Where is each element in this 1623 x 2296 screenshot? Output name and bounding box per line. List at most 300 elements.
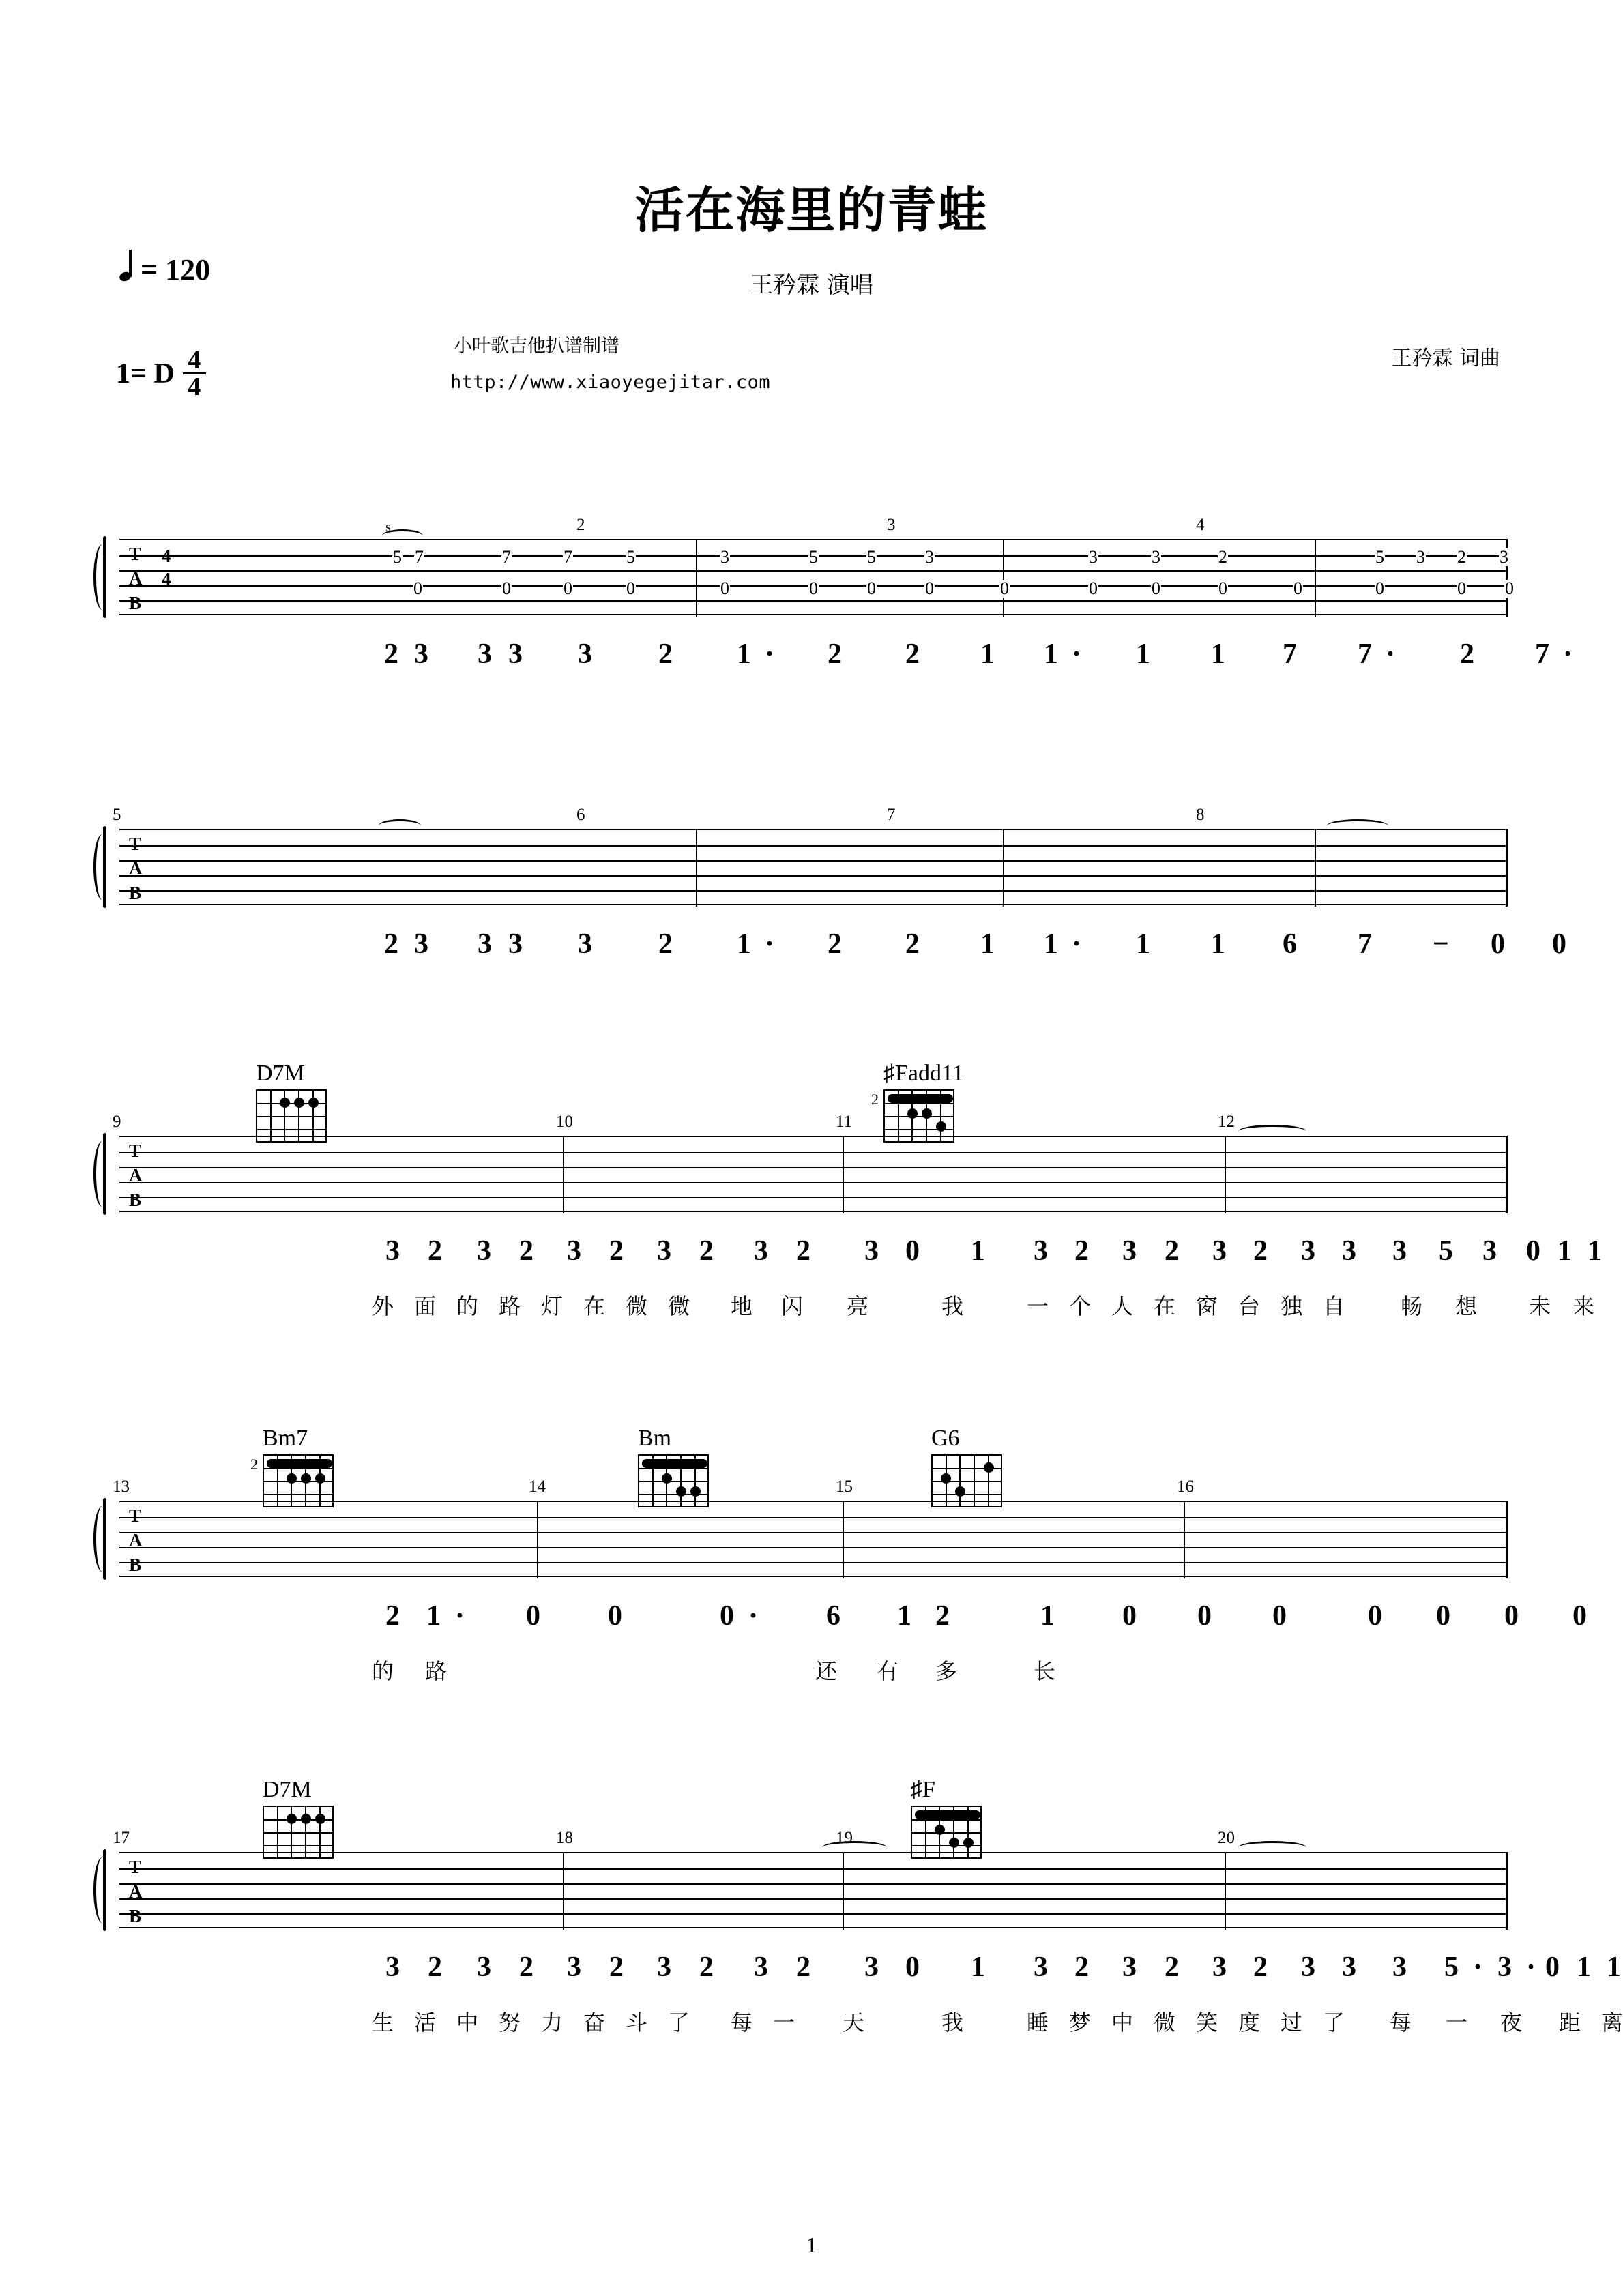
note-number: 2 bbox=[699, 1952, 714, 1983]
note-number: 3 bbox=[657, 1235, 671, 1267]
system-3 bbox=[113, 1061, 1602, 1319]
note-number: 3 bbox=[1392, 1235, 1407, 1267]
measure-number: 9 bbox=[113, 1113, 121, 1131]
lyric-syllable: 离 bbox=[1601, 2010, 1623, 2035]
system-brace bbox=[92, 1849, 115, 1931]
note-number: 1 bbox=[737, 638, 751, 670]
chord-grid bbox=[638, 1454, 709, 1507]
lyric-syllable: 力 bbox=[541, 2010, 564, 2035]
lyric-syllable: 人 bbox=[1111, 1293, 1134, 1319]
chord-name: G6 bbox=[931, 1426, 960, 1451]
note-number: 2 bbox=[428, 1952, 442, 1983]
barline bbox=[537, 1502, 538, 1578]
chord-diagram-bm bbox=[638, 1426, 718, 1507]
note-number: 0 bbox=[1573, 1600, 1587, 1632]
sharp-icon: ♯ bbox=[911, 1777, 922, 1802]
lyric-syllable: 我 bbox=[941, 1293, 964, 1319]
lyric-syllable: 个 bbox=[1069, 1293, 1092, 1319]
note-number: 3 bbox=[1212, 1952, 1227, 1983]
chord-grid bbox=[256, 1089, 327, 1143]
tab-letter-a: A bbox=[129, 1530, 143, 1550]
note-number: 3 bbox=[1342, 1235, 1356, 1267]
note-number: 1 bbox=[1044, 638, 1058, 670]
lyric-syllable: 的 bbox=[456, 1293, 479, 1319]
note-number: 3 bbox=[1497, 1952, 1512, 1983]
note-number: 3 bbox=[508, 638, 523, 670]
lyric-syllable: 每 bbox=[731, 2010, 753, 2035]
note-number: 2 bbox=[385, 1600, 400, 1632]
tab-letter-t: T bbox=[129, 1505, 142, 1526]
lyric-syllable: 睡 bbox=[1027, 2010, 1049, 2035]
lyric-syllable: 中 bbox=[456, 2010, 479, 2035]
chord-grid bbox=[911, 1806, 982, 1859]
tab-staff bbox=[119, 1136, 1508, 1212]
measure-number: 6 bbox=[576, 806, 585, 824]
note-number: 7 bbox=[1358, 928, 1372, 960]
page-number: 1 bbox=[806, 2233, 817, 2257]
note-number: 0 bbox=[1504, 1600, 1519, 1632]
tab-fret-number: 0 bbox=[809, 578, 818, 598]
measure-number: 14 bbox=[529, 1477, 546, 1496]
note-number: 1 bbox=[1044, 928, 1058, 960]
tab-letter-a: A bbox=[129, 858, 143, 879]
note-number: 1 bbox=[897, 1600, 911, 1632]
note-number: · bbox=[1473, 1952, 1483, 1983]
tab-fret-number: 0 bbox=[1375, 578, 1384, 598]
lyric-syllable: 夜 bbox=[1500, 2010, 1523, 2035]
note-number: 1 bbox=[1211, 638, 1225, 670]
tab-fret-number: 2 bbox=[1457, 547, 1466, 567]
note-number: 0 bbox=[608, 1600, 622, 1632]
key-label: 1= D bbox=[116, 357, 175, 389]
note-number: 2 bbox=[519, 1952, 533, 1983]
barline-end bbox=[1506, 1502, 1508, 1578]
barline bbox=[696, 540, 697, 617]
note-number: 3 bbox=[385, 1235, 400, 1267]
chord-name: Bm7 bbox=[263, 1426, 308, 1451]
note-number: 1 bbox=[1040, 1600, 1055, 1632]
note-number: · bbox=[1072, 638, 1082, 670]
note-number: 3 bbox=[657, 1952, 671, 1983]
note-number: 0 bbox=[1197, 1600, 1212, 1632]
tab-fret-number: 0 bbox=[1000, 578, 1009, 598]
note-number: 0 bbox=[1491, 928, 1505, 960]
note-number: 7 bbox=[1358, 638, 1372, 670]
note-number: · bbox=[1072, 928, 1082, 960]
tab-fret-number: 0 bbox=[1293, 578, 1302, 598]
note-number: 3 bbox=[1122, 1952, 1137, 1983]
tab-letter-b: B bbox=[129, 593, 142, 613]
note-number: 2 bbox=[384, 638, 398, 670]
slur bbox=[1327, 819, 1388, 832]
key-signature bbox=[116, 346, 206, 402]
tab-letter-b: B bbox=[129, 1555, 142, 1575]
note-number: 3 bbox=[478, 638, 492, 670]
measure-number: 18 bbox=[556, 1829, 573, 1847]
tab-letter-t: T bbox=[129, 834, 142, 854]
note-number: 2 bbox=[1074, 1952, 1089, 1983]
chord-name: Bm bbox=[638, 1426, 672, 1451]
note-number: 0 bbox=[1545, 1952, 1560, 1983]
chord-grid bbox=[263, 1806, 334, 1859]
tab-fret-number: 3 bbox=[925, 547, 934, 567]
lyric-syllable: 的 bbox=[372, 1658, 394, 1684]
system-brace bbox=[92, 536, 115, 618]
note-number: 1 bbox=[971, 1235, 985, 1267]
tab-clef bbox=[129, 542, 143, 615]
barline-end bbox=[1506, 1137, 1508, 1213]
tab-fret-number: 5 bbox=[809, 547, 818, 567]
tab-fret-number: 7 bbox=[502, 547, 511, 567]
lyric-syllable: 距 bbox=[1559, 2010, 1581, 2035]
lyric-syllable: 闪 bbox=[781, 1293, 804, 1319]
note-number: 1 bbox=[980, 928, 995, 960]
tab-fret-number: 0 bbox=[1457, 578, 1466, 598]
chord-diagram-d7m-2 bbox=[263, 1777, 343, 1859]
lyric-syllable: 畅 bbox=[1401, 1293, 1423, 1319]
note-number: 2 bbox=[1074, 1235, 1089, 1267]
note-number: 7 bbox=[1283, 638, 1297, 670]
lyric-syllable: 微 bbox=[668, 1293, 690, 1319]
lyric-syllable: 每 bbox=[1390, 2010, 1412, 2035]
tab-time-signature: 4 4 bbox=[162, 546, 171, 589]
note-number: 3 bbox=[567, 1235, 581, 1267]
lyric-syllable: 梦 bbox=[1069, 2010, 1092, 2035]
note-number: 1 bbox=[426, 1600, 441, 1632]
tab-clef bbox=[129, 1138, 143, 1212]
measure-number: 20 bbox=[1218, 1829, 1235, 1847]
note-number: · bbox=[1563, 638, 1573, 670]
singer-credit: 王矜霖 演唱 bbox=[750, 271, 873, 299]
chord-diagram-d7m bbox=[256, 1061, 336, 1143]
note-number: 0 bbox=[1436, 1600, 1450, 1632]
lyric-syllable: 一 bbox=[773, 2010, 795, 2035]
slur bbox=[822, 1841, 887, 1854]
tab-clef bbox=[129, 831, 143, 905]
note-number: 2 bbox=[1460, 638, 1474, 670]
chord-diagram-fadd11 bbox=[871, 1061, 964, 1143]
tab-clef bbox=[129, 1855, 143, 1928]
barline bbox=[843, 1502, 844, 1578]
lyric-syllable: 奋 bbox=[583, 2010, 606, 2035]
measure-number: 16 bbox=[1177, 1477, 1194, 1496]
note-number: 2 bbox=[519, 1235, 533, 1267]
note-number: 1 bbox=[1588, 1235, 1602, 1267]
measure-number: 2 bbox=[576, 516, 585, 534]
note-number: 5 bbox=[1444, 1952, 1459, 1983]
barline-end bbox=[1506, 830, 1508, 907]
measure-number: 11 bbox=[836, 1113, 853, 1131]
note-number: 3 bbox=[1122, 1235, 1137, 1267]
tab-fret-number: 5 bbox=[1375, 547, 1384, 567]
note-number: 3 bbox=[1301, 1952, 1315, 1983]
chord-grid bbox=[871, 1089, 954, 1143]
note-number: 2 bbox=[609, 1235, 624, 1267]
note-number: 2 bbox=[699, 1235, 714, 1267]
note-number: 2 bbox=[828, 638, 842, 670]
lyric-syllable: 还 bbox=[815, 1658, 838, 1684]
note-number: 0 bbox=[720, 1600, 734, 1632]
tab-letter-a: A bbox=[129, 1881, 143, 1902]
slur bbox=[1238, 1841, 1306, 1854]
note-number: 3 bbox=[1301, 1235, 1315, 1267]
measure-number: 5 bbox=[113, 806, 121, 824]
tab-letter-b: B bbox=[129, 883, 142, 903]
system-2 bbox=[113, 806, 1566, 960]
note-number: 1 bbox=[1211, 928, 1225, 960]
note-number: 3 bbox=[414, 638, 428, 670]
system-5 bbox=[113, 1777, 1623, 2035]
note-number: 2 bbox=[609, 1952, 624, 1983]
note-number: · bbox=[765, 928, 775, 960]
note-number: 0 bbox=[526, 1600, 540, 1632]
tab-letter-t: T bbox=[129, 544, 142, 564]
tab-letter-b: B bbox=[129, 1190, 142, 1210]
note-number: 2 bbox=[828, 928, 842, 960]
system-1 bbox=[119, 516, 1573, 670]
note-number: 2 bbox=[935, 1600, 950, 1632]
chord-grid bbox=[250, 1454, 334, 1507]
tab-fret-number: 0 bbox=[720, 578, 729, 598]
lyric-syllable: 多 bbox=[935, 1658, 958, 1684]
note-number: 2 bbox=[905, 928, 920, 960]
note-number: 3 bbox=[477, 1235, 491, 1267]
measure-number: 19 bbox=[836, 1829, 853, 1847]
note-number: − bbox=[1433, 928, 1449, 960]
fret-label: 2 bbox=[250, 1456, 258, 1473]
barline bbox=[1225, 1137, 1226, 1213]
measure-number: 12 bbox=[1218, 1113, 1235, 1131]
lyric-syllable: 斗 bbox=[626, 2010, 648, 2035]
note-number: 2 bbox=[1253, 1235, 1268, 1267]
note-number: 2 bbox=[428, 1235, 442, 1267]
tempo-marking bbox=[119, 252, 210, 287]
note-number: 6 bbox=[826, 1600, 840, 1632]
tab-staff bbox=[119, 520, 1514, 615]
measure-number: 8 bbox=[1196, 806, 1205, 824]
note-number: 0 bbox=[1526, 1235, 1540, 1267]
lyric-syllable: 我 bbox=[941, 2010, 964, 2035]
note-number: 7 bbox=[1535, 638, 1549, 670]
measure-number: 13 bbox=[113, 1477, 130, 1496]
lyric-syllable: 一 bbox=[1027, 1293, 1049, 1319]
note-number: 1 bbox=[1136, 928, 1150, 960]
chord-name: ♯Fadd11 bbox=[883, 1061, 964, 1086]
sharp-icon: ♯ bbox=[883, 1061, 895, 1086]
barline bbox=[1315, 540, 1316, 617]
note-number: · bbox=[765, 638, 775, 670]
note-number: 3 bbox=[864, 1235, 879, 1267]
barline bbox=[563, 1853, 564, 1930]
lyric-syllable: 中 bbox=[1111, 2010, 1134, 2035]
lyric-syllable: 台 bbox=[1238, 1293, 1261, 1319]
tab-fret-number: 0 bbox=[1089, 578, 1098, 598]
note-number: 3 bbox=[477, 1952, 491, 1983]
lyric-syllable: 亮 bbox=[847, 1293, 869, 1319]
lyric-syllable: 有 bbox=[877, 1658, 899, 1684]
measure-number: 4 bbox=[1196, 516, 1205, 534]
lyric-syllable: 未 bbox=[1529, 1293, 1551, 1319]
tab-fret-number: 3 bbox=[1089, 547, 1098, 567]
measure-number: 10 bbox=[556, 1113, 573, 1131]
tab-fret-number: 7 bbox=[415, 547, 424, 567]
tab-fret-number: 3 bbox=[1152, 547, 1160, 567]
note-number: 2 bbox=[905, 638, 920, 670]
note-number: 3 bbox=[754, 1952, 768, 1983]
note-number: 3 bbox=[508, 928, 523, 960]
lyric-syllable: 面 bbox=[414, 1293, 437, 1319]
lyric-syllable: 生 bbox=[372, 2010, 394, 2035]
tab-letter-b: B bbox=[129, 1906, 142, 1926]
lyric-syllable: 想 bbox=[1455, 1293, 1478, 1319]
note-number: 3 bbox=[567, 1952, 581, 1983]
tab-fret-number: 5 bbox=[626, 547, 635, 567]
note-number: 2 bbox=[658, 638, 673, 670]
tab-staff bbox=[119, 829, 1508, 905]
lyric-syllable: 微 bbox=[626, 1293, 648, 1319]
tab-fret-number: 0 bbox=[564, 578, 572, 598]
tab-fret-number: 3 bbox=[1416, 547, 1425, 567]
lyric-syllable: 独 bbox=[1281, 1293, 1303, 1319]
note-number: 3 bbox=[864, 1952, 879, 1983]
tempo-value: = 120 bbox=[141, 253, 211, 286]
tab-fret-number: 0 bbox=[1152, 578, 1160, 598]
lyric-syllable: 灯 bbox=[541, 1293, 564, 1319]
website-url: http://www.xiaoyegejitar.com bbox=[450, 372, 771, 393]
page-title: 活在海里的青蛙 bbox=[634, 181, 989, 239]
time-sig-denominator: 4 bbox=[188, 372, 201, 402]
tab-fret-number: 2 bbox=[1218, 547, 1227, 567]
note-number: · bbox=[1386, 638, 1396, 670]
time-signature bbox=[183, 346, 206, 402]
system-brace bbox=[92, 1133, 115, 1215]
note-number: 3 bbox=[1392, 1952, 1407, 1983]
lyric-syllable: 自 bbox=[1323, 1293, 1345, 1319]
barline bbox=[843, 1137, 844, 1213]
note-number: 1 bbox=[1558, 1235, 1572, 1267]
note-number: 3 bbox=[1212, 1235, 1227, 1267]
note-number: 2 bbox=[796, 1235, 810, 1267]
tab-fret-number: 0 bbox=[867, 578, 876, 598]
chord-grid bbox=[931, 1454, 1002, 1507]
barline bbox=[1225, 1853, 1226, 1930]
lyric-syllable: 微 bbox=[1154, 2010, 1176, 2035]
lyric-syllable: 过 bbox=[1281, 2010, 1303, 2035]
note-number: 0 bbox=[1122, 1600, 1137, 1632]
barline bbox=[1184, 1502, 1185, 1578]
note-number: 2 bbox=[1165, 1235, 1179, 1267]
note-number: 2 bbox=[796, 1952, 810, 1983]
barline bbox=[1003, 830, 1004, 907]
note-number: 0 bbox=[905, 1952, 920, 1983]
note-number: 2 bbox=[1165, 1952, 1179, 1983]
note-number: 3 bbox=[1482, 1235, 1497, 1267]
slur bbox=[1238, 1125, 1306, 1138]
note-number: 3 bbox=[414, 928, 428, 960]
lyric-syllable: 度 bbox=[1238, 2010, 1261, 2035]
note-number: 1 bbox=[1136, 638, 1150, 670]
note-number: 2 bbox=[1253, 1952, 1268, 1983]
composer-credit: 王矜霖 词曲 bbox=[1391, 347, 1500, 370]
lyric-syllable: 努 bbox=[499, 2010, 521, 2035]
chord-name: D7M bbox=[263, 1777, 312, 1802]
tab-fret-number: 3 bbox=[1500, 547, 1508, 567]
tab-fret-number: 0 bbox=[1505, 578, 1514, 598]
chord-name: D7M bbox=[256, 1061, 305, 1086]
slide-marking: s bbox=[385, 520, 391, 535]
tab-fret-number: 5 bbox=[867, 547, 876, 567]
note-number: 5 bbox=[1439, 1235, 1453, 1267]
note-number: 2 bbox=[658, 928, 673, 960]
chord-diagram-bm7 bbox=[250, 1426, 343, 1507]
lyric-syllable: 活 bbox=[414, 2010, 437, 2035]
tab-fret-number: 7 bbox=[564, 547, 572, 567]
note-number: · bbox=[455, 1600, 465, 1632]
note-number: 2 bbox=[384, 928, 398, 960]
tab-fret-number: 0 bbox=[626, 578, 635, 598]
lyric-syllable: 来 bbox=[1573, 1293, 1595, 1319]
note-number: · bbox=[1526, 1952, 1536, 1983]
note-number: 1 bbox=[980, 638, 995, 670]
tab-fret-number: 0 bbox=[925, 578, 934, 598]
tab-staff bbox=[119, 1501, 1508, 1577]
lyric-syllable: 了 bbox=[668, 2010, 690, 2035]
note-number: 3 bbox=[478, 928, 492, 960]
chord-diagram-fsharp bbox=[911, 1777, 991, 1859]
note-number: · bbox=[748, 1600, 759, 1632]
time-sig-numerator: 4 bbox=[188, 346, 201, 374]
chord-diagram-g6 bbox=[931, 1426, 1012, 1507]
note-number: 3 bbox=[578, 928, 592, 960]
note-number: 1 bbox=[1607, 1952, 1621, 1983]
system-4 bbox=[113, 1426, 1587, 1684]
transcriber-credit: 小叶歌吉他扒谱制谱 bbox=[454, 336, 619, 357]
tab-letter-a: A bbox=[129, 1165, 143, 1186]
barline bbox=[563, 1137, 564, 1213]
fret-label: 2 bbox=[871, 1091, 879, 1108]
tab-fret-number: 3 bbox=[720, 547, 729, 567]
lyric-syllable: 在 bbox=[1154, 1293, 1176, 1319]
lyric-syllable: 路 bbox=[425, 1658, 448, 1684]
chord-name: ♯F bbox=[911, 1777, 935, 1802]
tab-staff bbox=[119, 1852, 1508, 1928]
note-number: 0 bbox=[1368, 1600, 1382, 1632]
note-number: 1 bbox=[737, 928, 751, 960]
lyric-syllable: 窗 bbox=[1196, 1293, 1218, 1319]
tab-letter-t: T bbox=[129, 1140, 142, 1161]
note-number: 3 bbox=[1034, 1952, 1048, 1983]
measure-number: 17 bbox=[113, 1829, 130, 1847]
lyric-syllable: 笑 bbox=[1196, 2010, 1218, 2035]
measure-number: 3 bbox=[887, 516, 896, 534]
lyric-syllable: 路 bbox=[499, 1293, 521, 1319]
note-number: 3 bbox=[754, 1235, 768, 1267]
barline bbox=[696, 830, 697, 907]
lyric-syllable: 了 bbox=[1323, 2010, 1345, 2035]
note-number: 3 bbox=[1342, 1952, 1356, 1983]
tab-letter-a: A bbox=[129, 568, 143, 589]
note-number: 0 bbox=[1272, 1600, 1287, 1632]
lyric-syllable: 一 bbox=[1446, 2010, 1468, 2035]
note-number: 3 bbox=[1034, 1235, 1048, 1267]
lyric-syllable: 地 bbox=[731, 1293, 753, 1319]
barline-end bbox=[1506, 1853, 1508, 1930]
barline bbox=[843, 1853, 844, 1930]
tab-fret-number: 0 bbox=[1218, 578, 1227, 598]
measure-number: 7 bbox=[887, 806, 896, 824]
lyric-syllable: 外 bbox=[372, 1293, 394, 1319]
slur bbox=[379, 819, 421, 832]
